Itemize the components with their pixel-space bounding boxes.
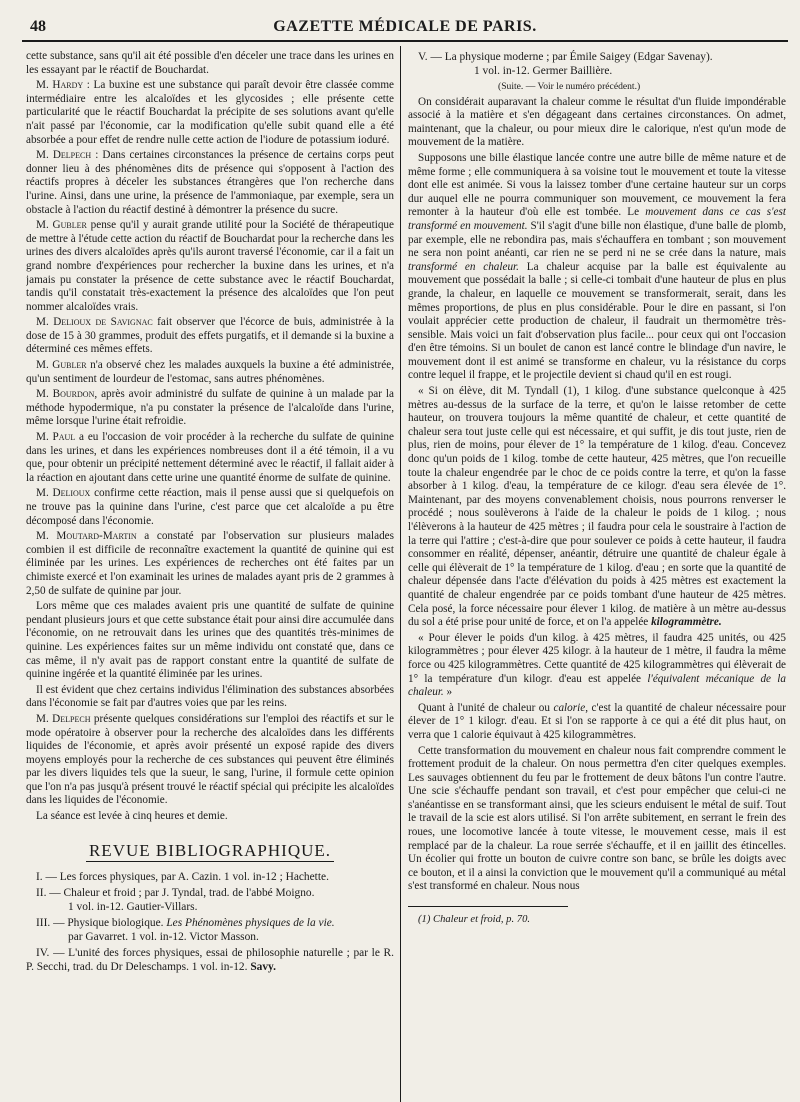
speaker-name: M. Delpech: [36, 712, 91, 725]
paragraph: [26, 388, 394, 429]
paragraph: [26, 79, 394, 147]
paragraph-text: , c'est la quantité de chaleur nécessaire pour élever de 1° 1 kilogr. d'eau. Et si l'on se rapporte à ce qui a été dit plus haut, on verra que 1 calorie équivaut à 425 kilogrammètres.: [408, 701, 786, 741]
footnote: (1) Chaleur et froid, p. 70.: [418, 914, 531, 926]
book-heading-line: 1 vol. in-12. Germer Baillière.: [474, 65, 613, 77]
paragraph-text: »: [443, 686, 453, 699]
bibliography-entry-line: II. — Chaleur et froid ; par J. Tyndal, trad. de l'abbé Moigno.: [36, 887, 315, 900]
bibliography-entry-line: par Gavarret. 1 vol. in-12. Victor Masson.: [68, 931, 259, 944]
paragraph: [26, 359, 394, 386]
paragraph-text: Quant à l'unité de chaleur ou: [418, 701, 554, 714]
bibliography-entry-line: IV. — L'unité des forces physiques, essai de philosophie naturelle ; par le R. P. Secchi, trad. du Dr Deleschamps. 1 vol. in-12.: [26, 947, 394, 974]
journal-title: GAZETTE MÉDICALE DE PARIS.: [273, 18, 537, 35]
bibliography-entry: [26, 946, 394, 974]
emphasis: kilogrammètre.: [651, 616, 722, 629]
paragraph-text: : Dans certaines circonstances la présence de certains corps peut donner lieu à des phénomènes dits de présence qui s'opposent à l'action des réactifs propres à déceler les substances étrangères que l'on recherche dans l'urine. Ainsi, dans une urine, la présence de l'ammoniaque, par exemple, sera un obstacle à l'action du réactif destiné à démontrer la présence du sucre.: [26, 149, 394, 216]
right-column: [408, 50, 786, 1096]
paragraph: [26, 713, 394, 808]
left-column: [26, 50, 394, 1096]
paragraph: [26, 149, 394, 217]
paragraph: On considérait auparavant la chaleur comme le résultat d'un fluide impondérable associé à la matière et s'en dégageant dans certaines circonstances. On admet, maintenant, que la chaleur, ou pour mieux dire le calorique, n'est qu'un mode de mouvement de la matière.: [408, 95, 786, 149]
paragraph-text: La chaleur acquise par la balle est équivalente au mouvement que possédait la balle ; si celle-ci tombait d'une hauteur de plus en plus grande, la chaleur, en laquelle ce mouvement se transformerait, serait, dans les mêmes proportions, de plus en plus considérable. Pour le dire en passant, si l'on voulait apprécier cette production de chaleur, il faudrait un thermomètre très-sensible. Mais voici un fait d'observation plus facile... pour ceux qui ont l'occasion d'en être témoins. Si un boulet de canon est lancé contre le blindage d'un navire, le mouvement dont il est animé se transforme en chaleur, vu la résistance du corps contre lequel il frappe, et le projectile devient si chaud qu'il en est rougi.: [408, 260, 786, 382]
paragraph-text: Supposons une bille élastique lancée contre une autre bille de même nature et de même forme ; elle communiquera à sa voisine tout le mouvement et toute la vitesse dont elle est animée. Si vous la laissez tomber d'une certaine hauteur sur un corps dur auquel elle ne pourra communiquer son mouvement, ce mouvement la fera remonter à la hauteur d'où elle est tombée. Le: [408, 151, 786, 219]
bibliography-entry: I. — Les forces physiques, par A. Cazin. 1 vol. in-12 ; Hachette.: [36, 871, 329, 884]
bibliography-entry-line: Savy.: [250, 961, 276, 974]
speaker-name: M. Gubler: [36, 219, 87, 232]
paragraph-text: « Pour élever le poids d'un kilog. à 425 mètres, il faudra 425 unités, ou 425 kilogrammètres ; pour élever 425 kilogr. à la hauteur de 1 mètre, il faudra la même force ou 425 kilogrammètres. Cette quantité de 425 kilogrammètres qui élèverait de 1° la température d'un kilogr. d'eau est appelée: [408, 631, 786, 685]
paragraph-text: S'il s'agit d'une bille non élastique, d'une balle de plomb, par exemple, elle ne rebondira pas, mais s'échauffera en tombant ; son mouvement ne sera non point anéanti, car rien ne se perd ni ne se crée dans la nature, mais: [408, 219, 786, 260]
paragraph-text: n'a observé chez les malades auxquels la buxine a été administrée, qu'un sentiment de lourdeur de l'estomac, sans autres phénomènes.: [26, 359, 394, 385]
speaker-name: M. Paul: [36, 431, 76, 444]
paragraph: cette substance, sans qu'il ait été possible d'en déceler une trace dans les urines en les essayant par le réactif de Bouchardat.: [26, 50, 394, 76]
bibliography-entry-line: 1 vol. in-12. Gautier-Villars.: [68, 901, 198, 914]
book-heading-line: V. — La physique moderne ; par Émile Saigey (Edgar Savenay).: [418, 51, 713, 63]
speaker-name: M. Bourdon: [36, 388, 95, 401]
page-header: [22, 14, 788, 42]
footnote-separator: [408, 906, 568, 907]
page-number: 48: [30, 18, 46, 35]
paragraph: [408, 702, 786, 743]
paragraph: Cette transformation du mouvement en chaleur nous fait comprendre comment le frottement produit de la chaleur. On nous permettra d'en citer quelques exemples. Les sauvages obtiennent du feu par le frottement de deux bâtons l'un contre l'autre. Une scie s'échauffe pendant son travail, et c'est pour empêcher que celui-ci ne s'anéantisse en se transformant ainsi, que les scieurs enduisent le métal de suif. Tout le travail de la scie est alors utilisé. Si l'on arrête subitement, en serrant le frein des roues, une locomotive lancée à toute vitesse, le mouvement cesse, mais il est remplacé par de la chaleur. La roue serrée s'échauffe, et il en jaillit des étincelles. Un écolier qui frotte un bouton de cuivre contre son banc, se brûle les doigts avec ce bouton, et il a ainsi la conviction que le mouvement qu'il a communiqué au métal s'est transformé en chaleur. Nous nous: [408, 744, 786, 893]
speaker-name: M. Moutard-Martin: [36, 530, 137, 543]
paragraph-text: : La buxine est une substance qui paraît devoir être classée comme intermédiaire entre les alcaloïdes et les glycosides ; elle présente cette particularité que le réactif Bouchardat la précipite de ses solutions avant qu'elle n'ait passé par l'économie, car la modification qu'elle subit quand elle a été absorbée a pour effet de rendre nulle cette action de l'iodure de potassium ioduré.: [26, 79, 394, 146]
emphasis: transformé en chaleur.: [408, 260, 519, 273]
book-heading: [408, 50, 786, 78]
paragraph-text: pense qu'il y aurait grande utilité pour la Société de thérapeutique de mettre à l'étude cette action du réactif de Bouchardat pour la recherche dans les urines des divers alcaloïdes après qu'ils auront traversé l'économie, car il a fait un grand nombre d'expériences pour rechercher la buxine dans les urines, et n'a jamais pu constater la présence de cette substance avec le réactif Bouchardat, tandis qu'il constatait très-exactement la présence des alcaloïdes que l'on peut nommer alcaloïdes vrais.: [26, 219, 394, 313]
bibliography-entry-line: III. — Physique biologique.: [36, 917, 164, 930]
paragraph: [26, 530, 394, 598]
column-divider: [400, 46, 401, 1102]
paragraph-text: confirme cette réaction, mais il pense aussi que si quelquefois on ne trouve pas la quinine dans l'urine, c'est parce que cet alcaloïde a pu être décomposé dans l'économie.: [26, 487, 394, 527]
paragraph: [26, 316, 394, 357]
section-rule: [86, 861, 334, 862]
paragraph: Il est évident que chez certains individus l'élimination des substances absorbées dans l'économie se fait par d'autres voies que par les reins.: [26, 683, 394, 710]
paragraph-text: présente quelques considérations sur l'emploi des réactifs et sur le mode opératoire à observer pour la recherche des alcaloïdes dans les différents liquides de l'économie, et après avoir présenté un exposé rapide des divers moyens employés pour la recherche de ces substances qui peuvent être éliminés par les divers liquides tels que la sueur, le sang, l'urine, il formule cette opinion que l'on n'a pas jusqu'à présent trouvé le réactif spécial qui précipite les alcaloïdes dans les liquides de l'économie.: [26, 712, 394, 807]
paragraph: [26, 487, 394, 528]
speaker-name: M. Delioux de Savignac: [36, 316, 153, 329]
paragraph: [26, 431, 394, 485]
paragraph-text: a eu l'occasion de voir procéder à la recherche du sulfate de quinine dans les urines, et dans les expériences nombreuses dont il a été témoin, il a vu que, pour obtenir un précipité nettement déterminé avec le réactif, il fallait aider à la réaction en ajoutant dans cette urine une quantité énorme de sulfate de quinine.: [26, 431, 394, 484]
emphasis: l'équivalent mécanique de la chaleur.: [408, 672, 786, 699]
speaker-name: M. Gubler: [36, 359, 87, 372]
speaker-name: M. Delioux: [36, 487, 91, 500]
paragraph-text: a constaté par l'observation sur plusieurs malades combien il est difficile de reconnaître exactement la quantité de quinine qui est éliminée par les urines. Les expériences de recherches ont été faites par un chimiste exercé et l'on examinait les urines de malades ayant pris de 2 grammes à 2,50 de sulfate de quinine par jour.: [26, 530, 394, 597]
paragraph-text: , après avoir administré du sulfate de quinine à un malade par la méthode hypodermique, n'a pu constater la présence de l'alcaloïde dans l'urine, même lorsque l'urine était refroidie.: [26, 388, 394, 428]
paragraph: [26, 219, 394, 314]
continuation-note: (Suite. — Voir le numéro précédent.): [498, 81, 641, 92]
emphasis: mouvement dans ce cas s'est transformé en mouvement.: [408, 206, 786, 232]
paragraph: [408, 385, 786, 630]
paragraph: [408, 152, 786, 383]
paragraph-text: « Si on élève, dit M. Tyndall (1), 1 kilog. d'une substance quelconque à 425 mètres au-dessus de la surface de la terre, et qu'on le laisse retomber de cette hauteur, on trouvera toujours la même quantité de chaleur, et cette quantité de chaleur sera tout juste celle qui est nécessaire, et qui suffit, je dis tout juste, rien de plus, rien de moins, pour élever de 1° la température de 1 kilog. d'eau. Concevez donc qu'un poids de 1 kilog. tombe de cette hauteur, 425 mètres, que l'on recueille toute la chaleur engendrée par le choc de ce poids contre la terre, et qu'on la fasse absorber à 1 kilog. d'eau, la température de ce kilogr. d'eau sera élevée de 1°. Maintenant, par des moyens convenablement choisis, nous pourrons renverser le procédé ; nous soulèverons à l'aide de la chaleur le poids de 1 kilog. ; nous l'élèverons à la hauteur de 425 mètres ; il faudra pour cela le soustraire à l'action de la terre qui l'attire ; c'est-à-dire que pour soulever ce poids à cette hauteur, il faudra consommer en réalité, dépenser, anéantir, détruire une quantité de chaleur égale à celle qui élèverait de 1° la température de 1 kilog. d'eau ; en sorte que la quantité de chaleur dépensée dans l'acte d'élévation du poids à 425 mètres est exactement la quantité de chaleur engendrée par ce poids tombant d'une hauteur de 425 mètres. Cela posé, la force nécessaire pour élever 1 kilog. de matière à un mètre au-dessus du sol a été prise pour unité de force, et on l'a appelée: [408, 385, 786, 629]
paragraph-text: fait observer que l'écorce de buis, administrée à la dose de 15 à 30 grammes, produit des effets purgatifs, et il demande si la buxine a déterminé ces mêmes effets.: [26, 316, 394, 356]
paragraph: La séance est levée à cinq heures et demie.: [36, 810, 228, 823]
section-title: REVUE BIBLIOGRAPHIQUE.: [88, 840, 332, 860]
bibliography-entry: [26, 916, 394, 944]
speaker-name: M. Hardy: [36, 79, 84, 92]
emphasis: calorie: [553, 701, 586, 714]
speaker-name: M. Delpech: [36, 149, 92, 162]
bibliography-entry: [26, 886, 394, 914]
paragraph: Lors même que ces malades avaient pris une quantité de sulfate de quinine pendant plusieurs jours et que cette substance était pour ainsi dire accumulée dans l'économie, on ne retrouvait dans les urines que des quantités très-minimes de quinine. Les expériences faites sur un même individu ont constaté que, dans ce cas même, il n'y avait pas de rapport constant entre la quantité de sulfate de quinine ingérée et la quantité éliminée par les urines.: [26, 600, 394, 681]
book-title: Les Phénomènes physiques de la vie.: [163, 917, 335, 930]
paragraph: [408, 632, 786, 700]
